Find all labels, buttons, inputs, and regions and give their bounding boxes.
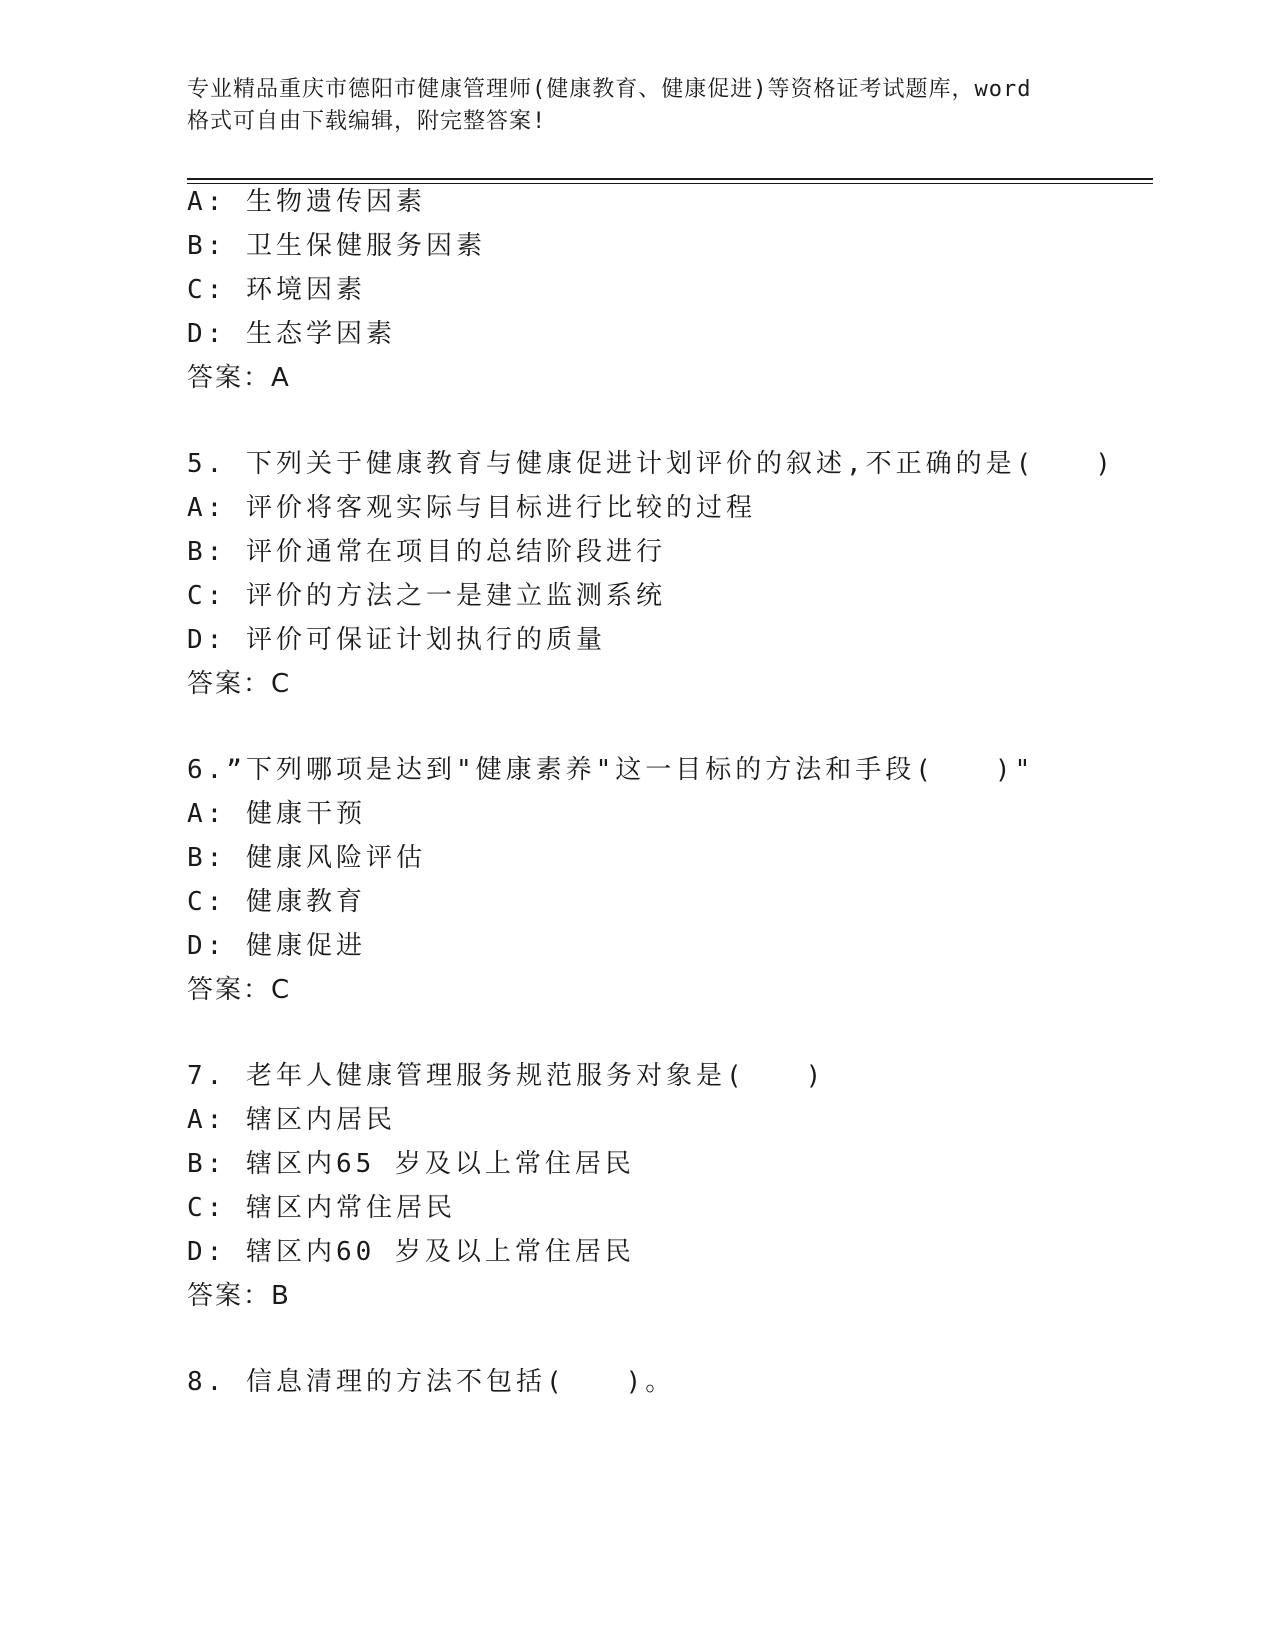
- header-divider-thick: [187, 178, 1153, 180]
- q8-question: 8. 信息清理的方法不包括( )。: [187, 1367, 676, 1397]
- q7-option-c: C: 辖区内常住居民: [187, 1193, 456, 1223]
- q5-option-a: A: 评价将客观实际与目标进行比较的过程: [187, 493, 756, 523]
- q7-option-a: A: 辖区内居民: [187, 1105, 396, 1135]
- header-line-1: 专业精品重庆市德阳市健康管理师(健康教育、健康促进)等资格证考试题库，word: [187, 77, 1032, 102]
- q5-question: 5. 下列关于健康教育与健康促进计划评价的叙述,不正确的是( ): [187, 449, 1115, 479]
- q7-option-b: B: 辖区内65 岁及以上常住居民: [187, 1149, 635, 1179]
- header-line-2: 格式可自由下载编辑，附完整答案!: [187, 109, 547, 134]
- q7-answer: 答案：B: [187, 1281, 291, 1311]
- document-header: [187, 74, 1087, 138]
- q4-option-b: B: 卫生保健服务因素: [187, 231, 486, 261]
- q4-answer: 答案：A: [187, 363, 291, 393]
- q7-option-d: D: 辖区内60 岁及以上常住居民: [187, 1237, 635, 1267]
- q6-option-b: B: 健康风险评估: [187, 843, 426, 873]
- q6-answer: 答案：C: [187, 975, 292, 1005]
- q4-option-a: A: 生物遗传因素: [187, 187, 426, 217]
- q4-option-d: D: 生态学因素: [187, 319, 396, 349]
- header-divider-thin: [187, 183, 1153, 184]
- q6-question: 6.”下列哪项是达到"健康素养"这一目标的方法和手段( )": [187, 755, 1035, 785]
- q5-answer: 答案：C: [187, 669, 292, 699]
- q5-option-d: D: 评价可保证计划执行的质量: [187, 625, 606, 655]
- q6-option-a: A: 健康干预: [187, 799, 366, 829]
- q6-option-d: D: 健康促进: [187, 931, 366, 961]
- q5-option-b: B: 评价通常在项目的总结阶段进行: [187, 537, 666, 567]
- q6-option-c: C: 健康教育: [187, 887, 366, 917]
- q7-question: 7. 老年人健康管理服务规范服务对象是( ): [187, 1061, 826, 1091]
- q4-option-c: C: 环境因素: [187, 275, 366, 305]
- q5-option-c: C: 评价的方法之一是建立监测系统: [187, 581, 666, 611]
